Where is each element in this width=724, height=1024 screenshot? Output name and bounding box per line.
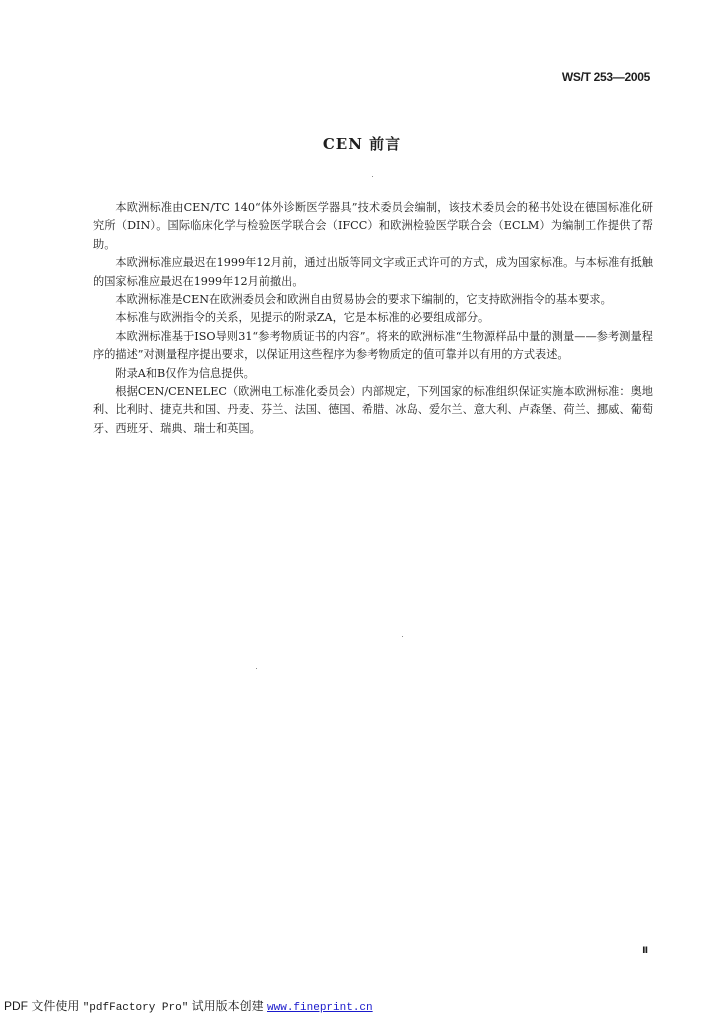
- page-title: CEN 前言: [322, 135, 402, 153]
- page-number: Ⅱ: [642, 945, 648, 955]
- document-code: WS/T 253—2005: [561, 70, 650, 84]
- body-text: [93, 199, 653, 438]
- scan-speck: [256, 668, 257, 669]
- paragraph: 附录A和B仅作为信息提供。: [115, 366, 255, 380]
- footer-prefix: PDF 文件使用: [4, 999, 80, 1013]
- footer-link[interactable]: www.fineprint.cn: [267, 1002, 373, 1014]
- paragraph: 本欧洲标准应最迟在1999年12月前，通过出版等同文字或正式许可的方式，成为国家标准。与本标准有抵触的国家标准应最迟在1999年12月前撤出。: [93, 256, 653, 288]
- paragraph: 本欧洲标准基于ISO导则31“参考物质证书的内容”。将来的欧洲标准“生物源样品中量的测量——参考测量程序的描述”对测量程序提出要求，以保证用这些程序为参考物质定的值可靠并以有用的方式表述。: [93, 329, 653, 362]
- paragraph: 本标准与欧洲指令的关系，见提示的附录ZA，它是本标准的必要组成部分。: [115, 311, 490, 325]
- paragraph: 根据CEN/CENELEC（欧洲电工标准化委员会）内部规定，下列国家的标准组织保证实施本欧洲标准：奥地利、比利时、捷克共和国、丹麦、芬兰、法国、德国、希腊、冰岛、爱尔兰、意大利、卢森堡、荷兰、挪威、葡萄牙、西班牙、瑞典、瑞士和英国。: [93, 385, 653, 435]
- paragraph: 本欧洲标准是CEN在欧洲委员会和欧洲自由贸易协会的要求下编制的，它支持欧洲指令的基本要求。: [115, 293, 612, 307]
- scan-speck: [372, 176, 373, 177]
- footer-product: "pdfFactory Pro": [82, 1002, 189, 1014]
- footer-middle: 试用版本创建: [191, 999, 264, 1013]
- pdf-watermark-footer: [4, 997, 373, 1014]
- paragraph: 本欧洲标准由CEN/TC 140“体外诊断医学器具”技术委员会编制，该技术委员会的秘书处设在德国标准化研究所（DIN）。国际临床化学与检验医学联合会（IFCC）和欧洲检验医学联合会（ECLM）为编制工作提供了帮助。: [93, 201, 653, 251]
- scan-speck: [402, 636, 403, 637]
